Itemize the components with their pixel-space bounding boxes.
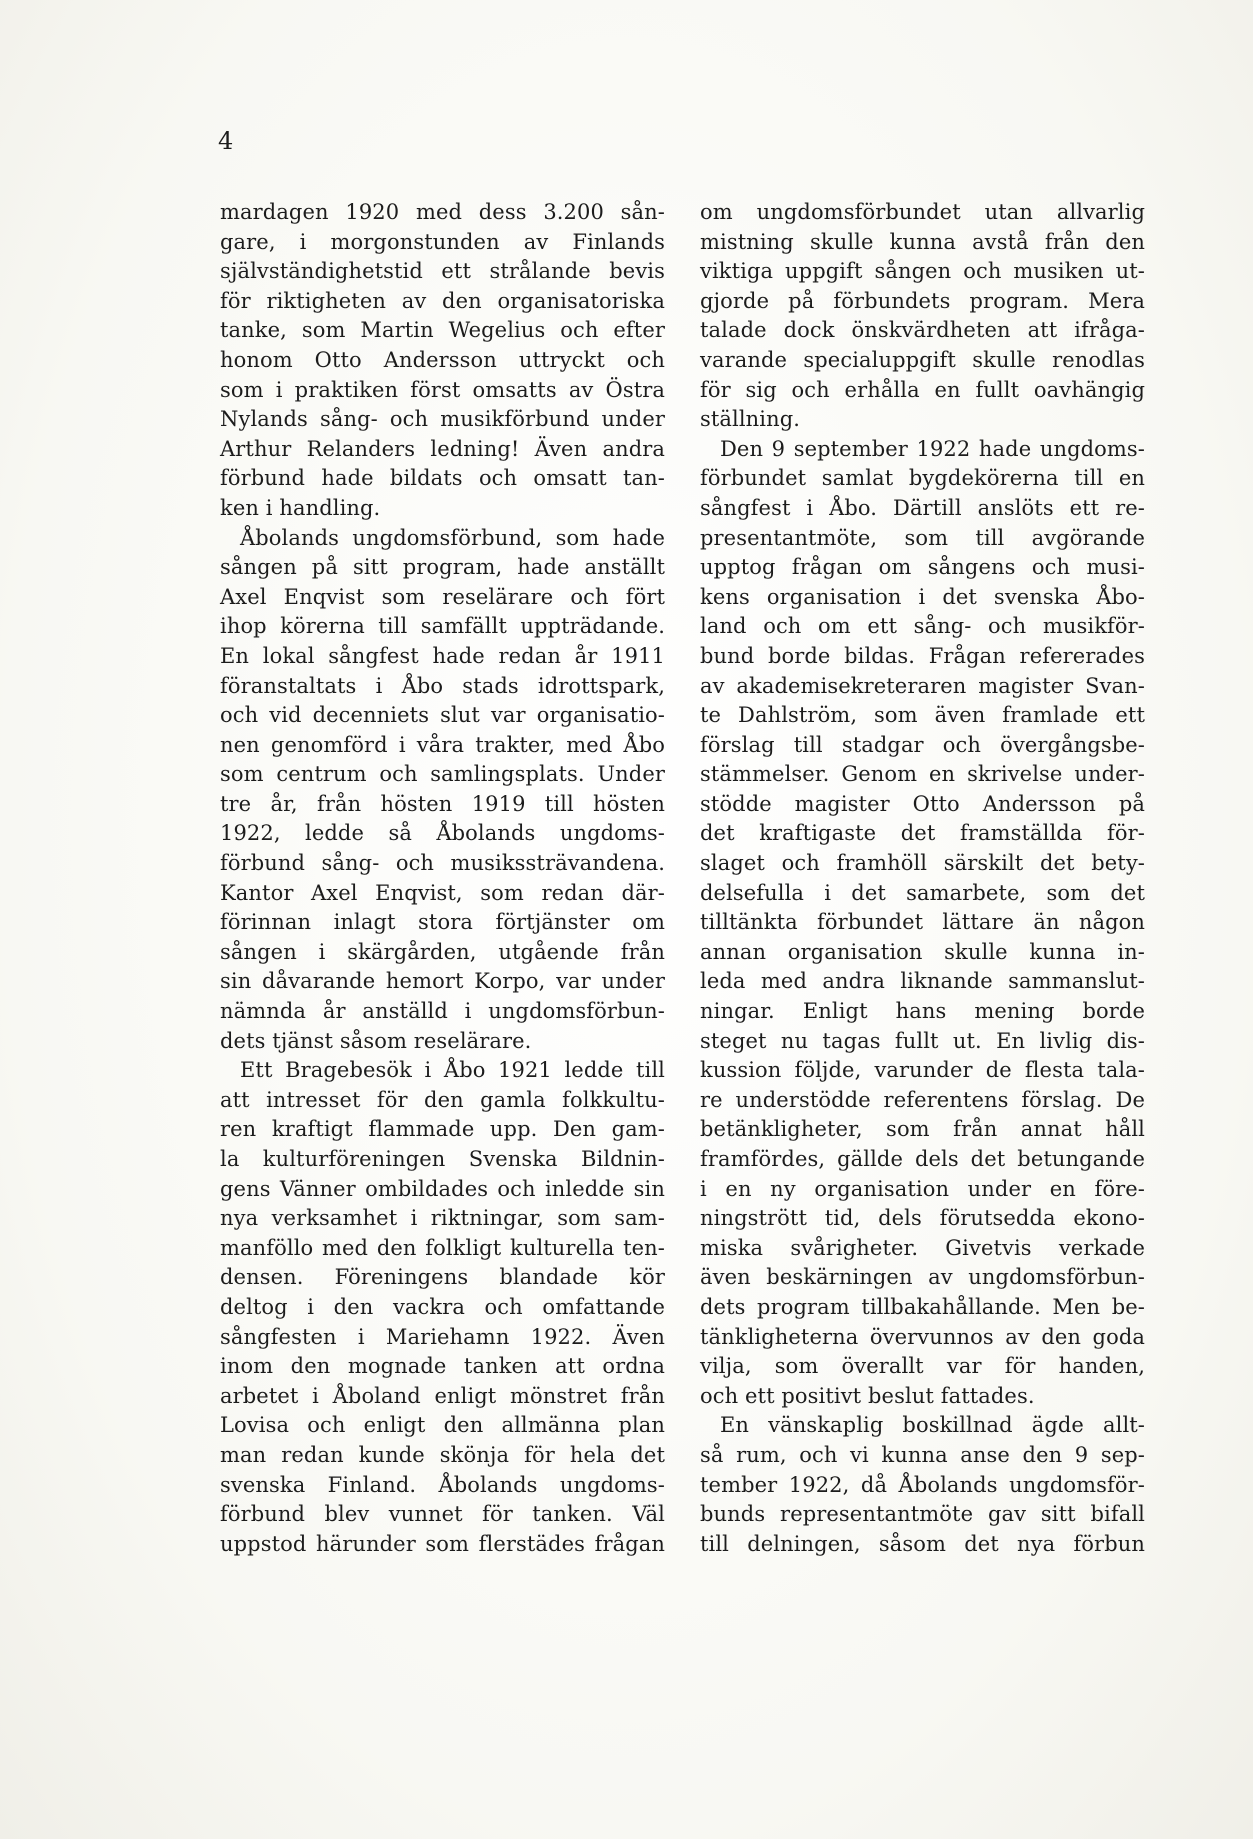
text-line: upptog frågan om sångens och musi- (700, 555, 1145, 580)
text-line: presentantmöte, som till avgörande (700, 525, 1145, 550)
text-line: miska svårigheter. Givetvis verkade (700, 1235, 1145, 1260)
text-line: te Dahlström, som även framlade ett (700, 703, 1145, 728)
text-line: kens organisation i det svenska Åbo- (700, 584, 1145, 609)
right-text-column (700, 198, 1145, 1559)
text-line: gjorde på förbundets program. Mera (700, 288, 1145, 313)
text-line: sin dåvarande hemort Korpo, var under (220, 969, 665, 994)
text-line: tilltänkta förbundet lättare än någon (700, 910, 1145, 935)
text-line: och vid decenniets slut var organisatio- (220, 703, 665, 728)
text-line: deltog i den vackra och omfattande (220, 1294, 665, 1319)
text-line: sången på sitt program, hade anställt (220, 555, 665, 580)
text-line: förbund blev vunnet för tanken. Väl (220, 1502, 665, 1527)
text-line: vilja, som överallt var för handen, (700, 1354, 1145, 1379)
text-line: om ungdomsförbundet utan allvarlig (700, 200, 1145, 224)
text-line: betänkligheter, som från annat håll (700, 1117, 1145, 1142)
text-line: ningstrött tid, dels förutsedda ekono- (700, 1206, 1145, 1231)
text-line: nämnda år anställd i ungdomsförbun- (220, 999, 665, 1024)
text-line: det kraftigaste det framställda för- (700, 821, 1145, 846)
text-line: En vänskaplig boskillnad ägde allt- (720, 1413, 1145, 1438)
text-line: självständighetstid ett strålande bevis (220, 259, 665, 284)
text-line: Kantor Axel Enqvist, som redan där- (220, 880, 665, 905)
text-line: att intresset för den gamla folkkultu- (220, 1087, 665, 1112)
text-line: nya verksamhet i riktningar, som sam- (220, 1206, 665, 1231)
text-line: för sig och erhålla en fullt oavhängig (700, 377, 1145, 402)
text-line: av akademisekreteraren magister Svan- (700, 673, 1145, 698)
text-line: dets program tillbakahållande. Men be- (700, 1294, 1145, 1319)
text-line: tember 1922, då Åbolands ungdomsför- (700, 1472, 1145, 1497)
text-line: sångfesten i Mariehamn 1922. Även (220, 1324, 665, 1349)
text-line: kussion följde, varunder de flesta tala- (700, 1058, 1145, 1083)
text-line: man redan kunde skönja för hela det (220, 1442, 665, 1467)
text-line: Nylands sång- och musikförbund under (220, 407, 665, 432)
text-line: svenska Finland. Åbolands ungdoms- (220, 1472, 665, 1497)
text-line: tänkligheterna övervunnos av den goda (700, 1324, 1145, 1349)
text-line: delsefulla i det samarbete, som det (700, 880, 1145, 905)
text-line: gens Vänner ombildades och inledde sin (220, 1176, 665, 1201)
text-line: ihop körerna till samfällt uppträdande. (220, 614, 665, 639)
text-line: En lokal sångfest hade redan år 1911 (220, 643, 665, 668)
page-number: 4 (218, 127, 234, 155)
text-line: honom Otto Andersson uttryckt och (220, 347, 665, 372)
text-line: sångfest i Åbo. Därtill anslöts ett re- (700, 495, 1145, 520)
text-line: och ett positivt beslut fattades. (700, 1383, 1035, 1408)
text-line: inom den mognade tanken att ordna (220, 1354, 665, 1379)
text-line: ren kraftigt flammade upp. Den gam- (220, 1117, 665, 1142)
text-line: stämmelser. Genom en skrivelse under- (700, 762, 1145, 787)
text-line: även beskärningen av ungdomsförbun- (700, 1265, 1145, 1290)
left-text-column (220, 198, 665, 1559)
text-line: förbund sång- och musikssträvandena. (220, 851, 665, 876)
text-line: dets tjänst såsom reselärare. (220, 1028, 532, 1053)
text-line: tanke, som Martin Wegelius och efter (220, 318, 665, 343)
text-line: arbetet i Åboland enligt mönstret från (220, 1383, 665, 1408)
text-line: förbundet samlat bygdekörerna till en (700, 466, 1145, 491)
text-line: så rum, och vi kunna anse den 9 sep- (700, 1442, 1145, 1467)
text-line: slaget och framhöll särskilt det bety- (700, 851, 1145, 876)
text-line: Arthur Relanders ledning! Även andra (220, 436, 665, 461)
text-line: steget nu tagas fullt ut. En livlig dis- (700, 1028, 1145, 1053)
text-line: som centrum och samlingsplats. Under (220, 762, 665, 787)
text-line: nen genomförd i våra trakter, med Åbo (220, 732, 665, 757)
text-line: Lovisa och enligt den allmänna plan (220, 1413, 665, 1438)
text-line: för riktigheten av den organisatoriska (220, 288, 665, 313)
text-line: densen. Föreningens blandade kör (220, 1265, 665, 1290)
text-line: ken i handling. (220, 495, 381, 520)
text-line: Axel Enqvist som reselärare och fört (220, 584, 665, 609)
text-line: som i praktiken först omsatts av Östra (220, 377, 665, 402)
text-line: leda med andra liknande sammanslut- (700, 969, 1145, 994)
text-line: framfördes, gällde dels det betungande (700, 1147, 1145, 1171)
text-line: föranstaltats i Åbo stads idrottspark, (220, 673, 665, 698)
text-line: sången i skärgården, utgående från (220, 939, 665, 964)
text-line: gare, i morgonstunden av Finlands (220, 229, 665, 254)
text-line: ningar. Enligt hans mening borde (700, 999, 1145, 1024)
text-line: Ett Bragebesök i Åbo 1921 ledde till (240, 1058, 665, 1083)
text-line: Den 9 september 1922 hade ungdoms- (720, 436, 1145, 461)
text-line: varande specialuppgift skulle renodlas (700, 347, 1145, 372)
text-line: tre år, från hösten 1919 till hösten (220, 791, 665, 816)
text-line: uppstod härunder som flerstädes frågan (220, 1531, 665, 1556)
text-line: till delningen, såsom det nya förbun (700, 1531, 1145, 1556)
text-line: la kulturföreningen Svenska Bildnin- (220, 1147, 665, 1171)
text-line: viktiga uppgift sången och musiken ut- (700, 259, 1145, 284)
text-line: annan organisation skulle kunna in- (700, 939, 1145, 964)
text-line: Åbolands ungdomsförbund, som hade (240, 525, 665, 550)
text-line: 1922, ledde så Åbolands ungdoms- (220, 821, 665, 846)
text-line: ställning. (700, 407, 801, 432)
text-line: re understödde referentens förslag. De (700, 1087, 1145, 1112)
text-line: land och om ett sång- och musikför- (700, 614, 1145, 639)
text-line: manföllo med den folkligt kulturella ten- (220, 1235, 665, 1260)
text-line: förbund hade bildats och omsatt tan- (220, 466, 665, 491)
text-line: förslag till stadgar och övergångsbe- (700, 732, 1145, 757)
text-line: bunds representantmöte gav sitt bifall (700, 1502, 1145, 1527)
text-line: bund borde bildas. Frågan refererades (700, 643, 1145, 668)
text-line: talade dock önskvärdheten att ifråga- (700, 318, 1145, 343)
text-line: stödde magister Otto Andersson på (700, 791, 1145, 816)
text-line: mardagen 1920 med dess 3.200 sån- (220, 200, 665, 224)
text-line: förinnan inlagt stora förtjänster om (220, 910, 665, 935)
text-line: mistning skulle kunna avstå från den (700, 229, 1145, 254)
text-line: i en ny organisation under en före- (700, 1176, 1145, 1201)
